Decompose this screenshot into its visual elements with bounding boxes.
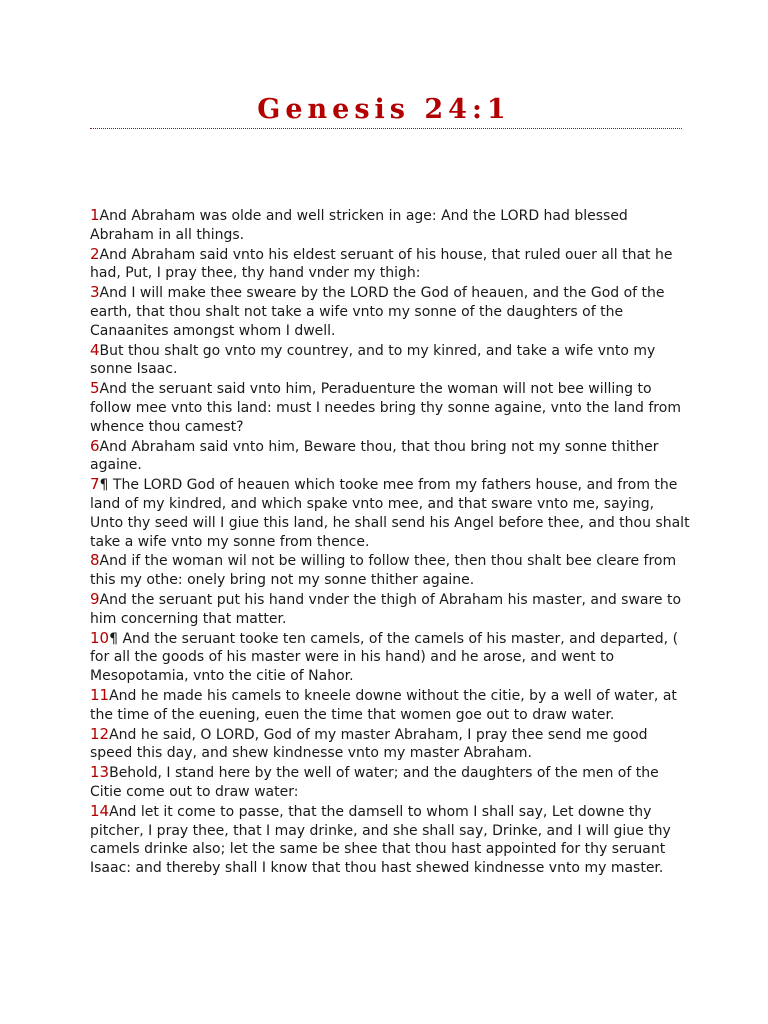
verse-text: ¶ And the seruant tooke ten camels, of the camels of his master, and departed, ( for all the goods of his master were in his hand) and he arose, and went to Mesopotamia, vnto the citie of Nahor. [90, 630, 679, 685]
verse-11 [90, 686, 690, 725]
verse-number: 3 [90, 283, 100, 302]
verse-4 [90, 341, 690, 380]
verse-number: 4 [90, 340, 100, 359]
verse-5 [90, 379, 690, 436]
verse-text: And let it come to passe, that the damsell to whom I shall say, Let downe thy pitcher, I pray thee, that I may drinke, and she shall say, Drinke, and I will giue thy camels drinke also; let the same be shee that thou hast appointed for thy seruant Isaac: and thereby shall I know that thou hast shewed kindnesse vnto my master. [90, 803, 671, 877]
verse-number: 8 [90, 551, 100, 570]
verse-list [90, 206, 690, 878]
verse-number: 1 [90, 206, 100, 224]
verse-text: But thou shalt go vnto my countrey, and to my kinred, and take a wife vnto my sonne Isaac. [90, 342, 656, 378]
verse-number: 7 [90, 475, 100, 494]
verse-number: 5 [90, 379, 100, 398]
verse-number: 6 [90, 436, 100, 455]
verse-2 [90, 245, 690, 284]
verse-8 [90, 551, 690, 590]
verse-12 [90, 725, 690, 764]
verse-number: 2 [90, 244, 100, 263]
verse-text: And the seruant said vnto him, Peraduenture the woman will not bee willing to follow mee vnto this land: must I needes bring thy sonne againe, vnto the land from whence thou camest? [90, 381, 681, 435]
verse-text: And Abraham said vnto his eldest seruant of his house, that ruled ouer all that he had, Put, I pray thee, thy hand vnder my thigh: [90, 246, 673, 282]
verse-1 [90, 206, 690, 245]
verse-13 [90, 763, 690, 802]
page-title: Genesis 24:1 [257, 94, 511, 125]
verse-text: And if the woman wil not be willing to follow thee, then thou shalt bee cleare from this my othe: onely bring not my sonne thither againe. [90, 553, 677, 589]
verse-text: And Abraham was olde and well stricken in age: And the LORD had blessed Abraham in all things. [90, 208, 628, 243]
verse-6 [90, 437, 690, 476]
verse-text: And I will make thee sweare by the LORD the God of heauen, and the God of the earth, that thou shalt not take a wife vnto my sonne of the daughters of the Canaanites amongst whom I dwell. [90, 285, 665, 339]
verse-number: 12 [90, 724, 110, 743]
verse-14 [90, 802, 690, 878]
verse-text: And Abraham said vnto him, Beware thou, that thou bring not my sonne thither againe. [90, 438, 659, 474]
verse-text: And the seruant put his hand vnder the thigh of Abraham his master, and sware to him concerning that matter. [90, 591, 682, 627]
verse-text: ¶ The LORD God of heauen which tooke mee from my fathers house, and from the land of my kindred, and which spake vnto mee, and that sware vnto me, saying, Unto thy seed will I giue this land, he shall send his Angel before thee, and thou shalt take a wife vnto my sonne from thence. [90, 477, 690, 550]
verse-number: 13 [90, 763, 110, 782]
verse-number: 11 [90, 685, 110, 704]
verse-number: 10 [90, 628, 110, 647]
verse-7 [90, 475, 690, 551]
verse-text: And he made his camels to kneele downe without the citie, by a well of water, at the time of the euening, euen the time that women goe out to draw water. [90, 687, 677, 723]
verse-number: 9 [90, 589, 100, 608]
verse-3 [90, 283, 690, 340]
verse-text: Behold, I stand here by the well of water; and the daughters of the men of the Citie come out to draw water: [90, 765, 659, 800]
verse-number: 14 [90, 801, 110, 820]
verse-text: And he said, O LORD, God of my master Abraham, I pray thee send me good speed this day, and shew kindnesse vnto my master Abraham. [90, 726, 648, 762]
verse-9 [90, 590, 690, 629]
verse-10 [90, 629, 690, 686]
title-divider [90, 128, 682, 129]
